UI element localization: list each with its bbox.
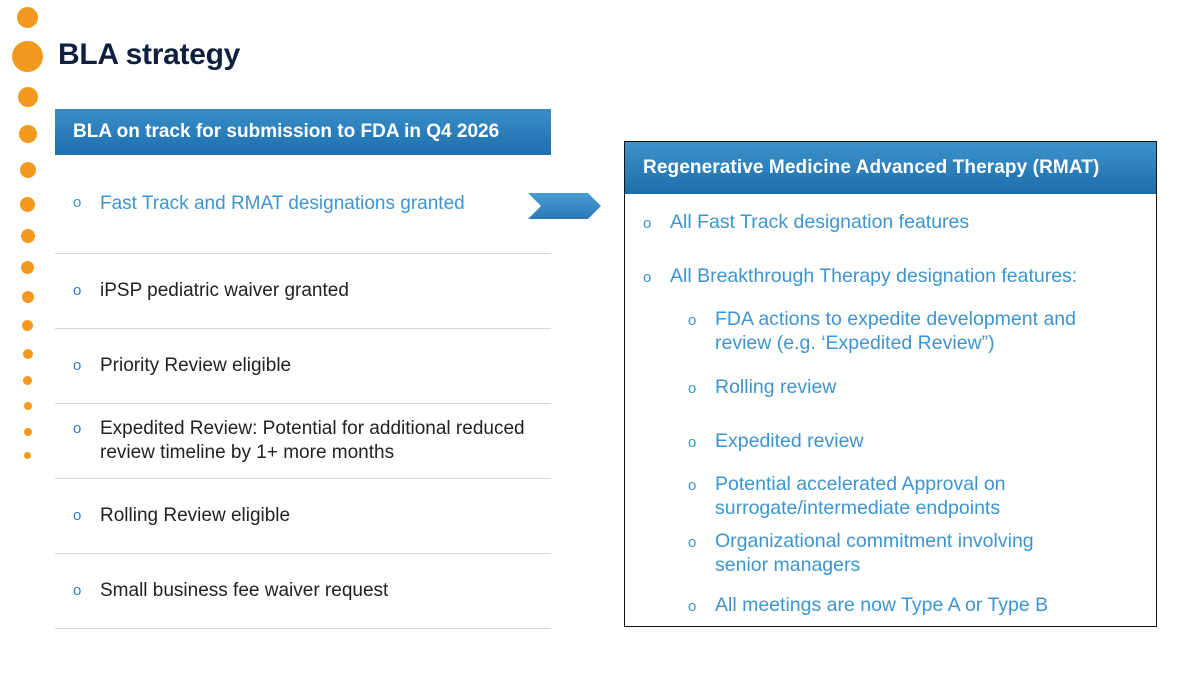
list-item-priority-review: [55, 329, 551, 404]
decor-dot: [23, 376, 32, 385]
decor-dot: [24, 428, 32, 436]
bla-feature-list: [55, 155, 551, 629]
decor-dot: [20, 197, 35, 212]
bla-status-banner: BLA on track for submission to FDA in Q4 2026: [55, 109, 551, 155]
rmat-subitem-label: All meetings are now Type A or Type B: [715, 594, 1049, 616]
bullet-icon: o: [688, 477, 697, 494]
bullet-icon: o: [688, 434, 697, 451]
decor-dot: [21, 261, 34, 274]
list-item-label: Fast Track and RMAT designations granted: [100, 193, 465, 214]
rmat-subitem-label: Organizational commitment involving senior managers: [715, 530, 1034, 576]
decor-dot: [22, 291, 34, 303]
decor-dot: [23, 349, 33, 359]
decor-dot: [20, 162, 36, 178]
decor-dot: [24, 452, 31, 459]
list-item-rolling-review: [55, 479, 551, 554]
list-item-expedited-review: [55, 404, 551, 479]
bullet-icon: o: [688, 598, 697, 615]
bullet-icon: o: [73, 420, 82, 437]
bullet-icon: o: [688, 380, 697, 397]
list-item-fast-track: [55, 155, 551, 254]
list-item-label: Priority Review eligible: [100, 355, 292, 376]
bullet-icon: o: [643, 215, 652, 232]
decor-dot: [12, 41, 43, 72]
list-item-label: iPSP pediatric waiver granted: [100, 280, 349, 301]
list-item-label: Small business fee waiver request: [100, 580, 389, 601]
rmat-header: Regenerative Medicine Advanced Therapy (RMAT): [625, 142, 1156, 194]
bullet-icon: o: [688, 312, 697, 329]
rmat-item-label: All Breakthrough Therapy designation features:: [670, 265, 1078, 287]
decor-dot: [22, 320, 33, 331]
list-item-label: Expedited Review: Potential for additional reduced review timeline by 1+ more months: [100, 418, 525, 463]
decor-dot: [19, 125, 37, 143]
list-item-fee-waiver: [55, 554, 551, 629]
chevron-right-icon: [528, 193, 602, 219]
rmat-item-label: All Fast Track designation features: [670, 211, 970, 233]
rmat-subitem-label: Potential accelerated Approval on surrogate/intermediate endpoints: [715, 473, 1006, 519]
bullet-icon: o: [73, 194, 82, 211]
decor-dot: [21, 229, 35, 243]
rmat-panel: [624, 141, 1157, 627]
decor-dot: [18, 87, 38, 107]
rmat-subitem-label: Rolling review: [715, 376, 837, 398]
list-item-label: Rolling Review eligible: [100, 505, 291, 526]
slide-title: BLA strategy: [58, 38, 240, 71]
bullet-icon: o: [643, 269, 652, 286]
bullet-icon: o: [73, 507, 82, 524]
rmat-subitem-label: Expedited review: [715, 430, 864, 452]
bullet-icon: o: [73, 582, 82, 599]
bullet-icon: o: [688, 534, 697, 551]
list-item-ipsp: [55, 254, 551, 329]
bullet-icon: o: [73, 357, 82, 374]
rmat-subitem-label: FDA actions to expedite development and review (e.g. ‘Expedited Review”): [715, 308, 1076, 354]
decor-dot: [24, 402, 32, 410]
bullet-icon: o: [73, 282, 82, 299]
decor-dot: [17, 7, 38, 28]
